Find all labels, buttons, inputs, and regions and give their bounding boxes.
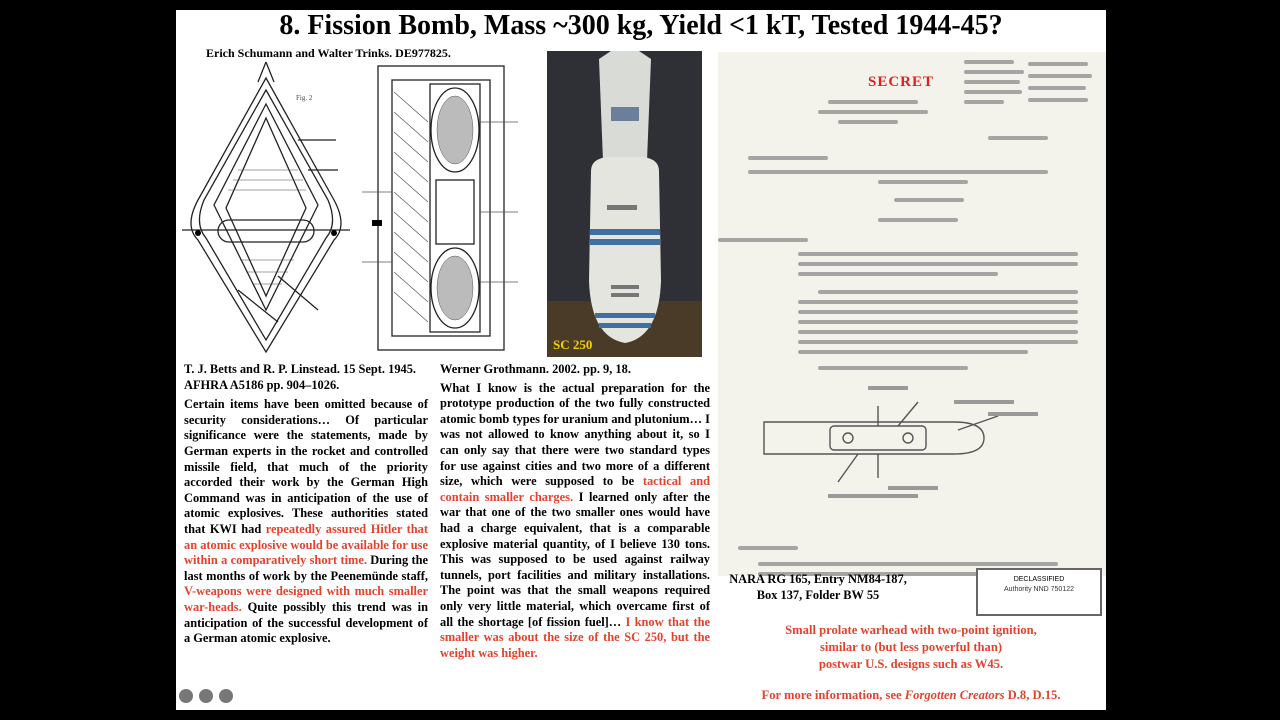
quote-text: I learned only after the war that one of the two smaller ones would have had a charge equivalent, that is a comparable explosive material quantity, of I believe 130 tons. This was supposed to be used against railway tunnels, port facilities and military installations. The point was that the small weapons required only very little material, which overcame first of all the shortage [of fission fuel]… <box>440 489 710 629</box>
quote-highlight: repeatedly assured Hitler that an atomic explosive would be available for use within a comparatively short time. <box>184 521 428 568</box>
quote-text: Quite possibly this trend was in anticipation of the successful development of a German atomic explosive. <box>184 599 428 646</box>
declassified-stamp <box>976 568 1102 616</box>
slide-title: 8. Fission Bomb, Mass ~300 kg, Yield <1 kT, Tested 1944-45? <box>279 10 1003 41</box>
nara-line: Box 137, Folder BW 55 <box>756 587 880 602</box>
scanned-secret-document <box>718 52 1106 576</box>
betts-linstead-citation: T. J. Betts and R. P. Linstead. 15 Sept. 1945. AFHRA A5186 pp. 904–1026. <box>184 362 417 392</box>
caption-line: Small prolate warhead with two-point ignition, <box>785 623 1037 637</box>
secret-stamp: SECRET <box>868 74 935 90</box>
quote-highlight: I know that the smaller was about the size of the SC 250, but the weight was higher. <box>440 614 710 660</box>
grothmann-citation: Werner Grothmann. 2002. pp. 9, 18. <box>440 362 631 376</box>
quote-text: Certain items have been omitted because of security considerations… Of particular significance were the statements, made by German experts in the rocket and controlled missile field, that much of the priority accorded their work by the German High Command was in anticipation of the use of atomic explosives. These authorities stated that KWI had <box>184 397 428 536</box>
previous-slide-icon[interactable] <box>178 688 194 704</box>
ignition-sketch <box>758 382 1078 502</box>
grothmann-body <box>440 381 710 662</box>
declassified-authority: Authority NND 750122 <box>1003 586 1075 593</box>
cylinder-warhead-diagram <box>358 62 534 354</box>
quote-text: During the last months of work by the Peenemünde staff, <box>184 553 428 583</box>
grothmann-quote <box>440 362 710 661</box>
betts-linstead-body <box>184 397 428 647</box>
more-info-suffix: D.8, D.15. <box>1004 688 1061 702</box>
slide-controls <box>178 688 234 704</box>
next-slide-icon[interactable] <box>218 688 234 704</box>
warhead-caption <box>721 622 1101 673</box>
diamond-warhead-diagram <box>178 60 354 354</box>
photo-label: SC 250 <box>553 337 593 352</box>
book-title: Forgotten Creators <box>904 688 1005 702</box>
nara-line: NARA RG 165, Entry NM84-187, <box>729 572 907 586</box>
betts-linstead-quote <box>184 362 428 647</box>
slide <box>176 10 1106 710</box>
sc250-bomb-photo <box>547 51 702 357</box>
nara-citation <box>728 572 908 603</box>
svg-text:Fig. 2: Fig. 2 <box>296 94 313 102</box>
caption-line: postwar U.S. designs such as W45. <box>818 657 1004 671</box>
menu-icon[interactable] <box>198 688 214 704</box>
quote-highlight: tactical and contain smaller charges. <box>440 474 710 504</box>
patent-credit: Erich Schumann and Walter Trinks. DE977825. <box>206 46 451 60</box>
more-info-prefix: For more information, see <box>761 688 905 702</box>
declassified-label: DECLASSIFIED <box>1013 576 1065 583</box>
quote-text: What I know is the actual preparation for the prototype production of the two fully constructed atomic bomb types for uranium and plutonium… I was not allowed to know anything about it, so I can only say that there were two standard types for use against cities and two more of a different size, which were supposed to be <box>440 380 710 489</box>
caption-line: similar to (but less powerful than) <box>819 640 1003 654</box>
quote-highlight: V-weapons were designed with much smaller war-heads. <box>184 584 428 614</box>
more-info-note <box>721 688 1101 704</box>
